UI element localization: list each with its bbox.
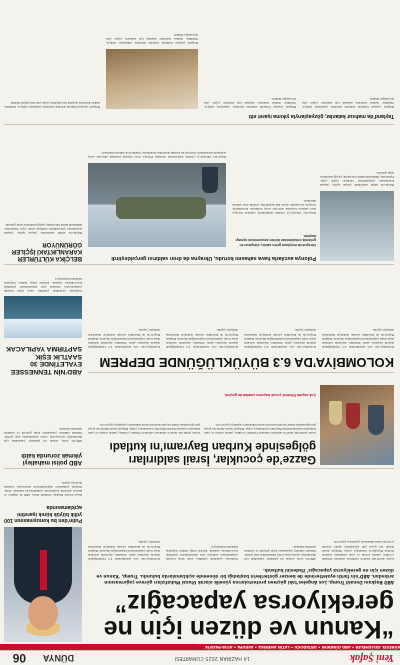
photo-child-1 [368, 405, 384, 435]
gaza-caption: Çok sayıda Filistinli çocuk bayramı çadırlarda geçirdi. [224, 393, 316, 397]
photo-head [28, 596, 58, 630]
lead-headline: “Kanun ve düzen için ne gerekiyorsa yapacağız” [103, 589, 394, 643]
photo-vehicle [116, 197, 206, 219]
ukraine-body-2: Rusya’nın Ukrayna’ya yönelik saldırılarının ardından Polonya, hava sahasını korumak amacıyla savaş uçaklarını havalandırdı. Ukrayna ise karşılık olarak Rus hedeflerine yönelik dron saldırısı düzenledi. [88, 150, 226, 159]
ukraine-photo [88, 163, 226, 247]
photo-child-3 [329, 401, 342, 425]
bottom-body-col-3: Bölgede yaşanan felaketin ardından kurtarma çalışmaları sürüyor. Yetkililer, mahsur kalanlara ulaşmak için ekiplerin yoğun çaba harcadığını bildirdi. [4, 100, 100, 109]
divider [4, 468, 394, 469]
gaza-headline: Gazze’de çocuklar, İsrail saldırıları gölgesinde Kurban Bayramı’nı kutladı [109, 440, 316, 465]
gaza-body-col-1: Gazze Şeridi’nde İsrail’in saldırıları sürerken Filistinli çocuklar, yıkılan evlerin ve çadır kampların arasında Kurban Bayramı’nı kutlamaya çalıştı. Bölgede insani durum her geçen gün ağırlaşırken aileler bayram sevincini sınırlı imkanlarla yaşatmaya gayret etti. [204, 422, 316, 435]
ukraine-title: Polonya avcılarla hava sahasını korudu, Ukrayna da dron saldırısı gerçekleştirdi [111, 255, 316, 261]
lead-body-col-4: Kolombiya’nın orta kesimlerinde 6.3 büyüklüğünde deprem meydana geldi. Yetkililer, depremin ardından hasar tespit çalışmalarının başlatıldığını duyurdu. Başkent Bogota’da da hissedilen sarsıntı nedeniyle binalardan tahliyeler yapıldı. [88, 540, 160, 561]
photo-child-2 [346, 403, 360, 429]
kolombiya-body-col-1: Kolombiya’nın orta kesimlerinde 6.3 büyüklüğünde deprem meydana geldi. Yetkililer, depremin ardından hasar tespit çalışmalarının başlatıldığını duyurdu. Başkent Bogota’da da hissedilen sarsıntı nedeniyle binalardan tahliyeler yapıldı. [322, 328, 394, 349]
page-number: 06 [12, 651, 26, 665]
side-body: Belçika’da kültür sektöründe çalışan işçiler, çalışma koşullarının iyileştirilmesi talebiyle eylem yaptı. Eylemciler, hükümetin kültür bütçesinde yaptığı kesintilere tepki gösterdi. [320, 170, 394, 187]
photo-person [202, 167, 218, 193]
news-ticker: KÜRESEL GELİŞMELER • ABD GÜNDEMİ • ORTADOĞU • LATİN AMERİKA • AVRUPA • ASYA-PASİFİK [0, 644, 400, 650]
gaza-photo [320, 385, 394, 465]
belcika-headline: BELÇİKA KÜLTÜRLER KARANLIKTAKİ İŞÇİLER GÖRÜNÜYOR [11, 241, 82, 261]
sidebar-title: Putin’den bu konuşmasının 100 yıllık büyük kürek işaretini açıklamasında [4, 504, 82, 523]
photo-tie [40, 550, 47, 590]
bottom-body-col-1: Bölgede yaşanan felaketin ardından kurtarma çalışmaları sürüyor. Yetkililer, mahsur kalanlara ulaşmak için ekiplerin yoğun çaba harcadığını bildirdi. [302, 96, 394, 109]
divider [88, 372, 394, 373]
kolombiya-headline: KOLOMBİYA’DA 6.3 BÜYÜKLÜĞÜNDE DEPREM [99, 355, 394, 370]
page-header [0, 650, 400, 665]
ukraine-caption: Ukrayna’da meydana gelen saldırı, dünyanın en gelişmiş ordularından birinin savunmasını aşmayı başardı. [235, 234, 316, 247]
sidebar-text: Rusya Devlet Başkanı Vladimir Putin, ABD ile ilişkiler ve küresel güvenlik konularında açıklamalarda bulundu. Putin, bölgesel gelişmeleri değerlendirerek uluslararası toplumu diyaloğa çağırdı. [4, 480, 82, 497]
trump-photo [4, 527, 82, 642]
abd-body: ABD’de polis, aranan bir şüpheliyi yakalamak için düzenlediği operasyonda evleri kullanılamaz hale getirdi. Mahalle sakinleri yaşananlara tepki gösterdi ve tazminat talebinde bulundu. [4, 426, 82, 443]
lead-body-col-1: Gazze Şeridi’nde İsrail’in saldırıları sürerken Filistinli çocuklar, yıkılan evlerin ve çadır kampların arasında Kurban Bayramı’nı kutlamaya çalıştı. Bölgede insani durum her geçen gün ağırlaşırken aileler bayram sevincini sınırlı imkanlarla yaşatmaya gayret etti. [322, 540, 394, 561]
divider [4, 264, 394, 265]
lead-paragraph: ABD Başkanı Donald Trump, Los Angeles’taki göçmen protestolarına yönelik olarak Ulusal Muhafızları göreve çağırmasının ardından, ABD’nin farklı eyaletlerinde de benzer gösterilerin başladığı bir dönemde açıklamalarda bulundu. Trump, ‘Kanun ve düzen için ne gerekiyorsa yapacağız’ ifadesini kullandı. [96, 568, 394, 585]
lead-body-col-3: Tennessee eyaletinde yetkililer, uzun süren hazırlık çalışmalarının ardından yeni düzenlemeleri yürürlüğe koyacaklarını açıkladı. Kararın bölge halkını doğrudan etkilemesi bekleniyor. [166, 544, 238, 561]
abd-headline: ABD polisi mahalleyi yıkmak zorunda kaldı [21, 452, 82, 465]
tennessee-photo [4, 296, 82, 338]
kolombiya-body-col-4: Kolombiya’nın orta kesimlerinde 6.3 büyüklüğünde deprem meydana geldi. Yetkililer, depremin ardından hasar tespit çalışmalarının başlatıldığını duyurdu. Başkent Bogota’da da hissedilen sarsıntı nedeniyle binalardan tahliyeler yapıldı. [88, 328, 160, 349]
ukraine-body: Rusya’nın Ukrayna’ya yönelik saldırılarının ardından Polonya, hava sahasını korumak amacıyla savaş uçaklarını havalandırdı. Ukrayna ise karşılık olarak Rus hedeflerine yönelik dron saldırısı düzenledi. [232, 198, 316, 215]
section-label: DÜNYA [42, 653, 74, 663]
kolombiya-body-col-3: Kolombiya’nın orta kesimlerinde 6.3 büyüklüğünde deprem meydana geldi. Yetkililer, depremin ardından hasar tespit çalışmalarının başlatıldığını duyurdu. Başkent Bogota’da da hissedilen sarsıntı nedeniyle binalardan tahliyeler yapıldı. [166, 328, 238, 349]
gaza-body-col-2: Gazze Şeridi’nde İsrail’in saldırıları sürerken Filistinli çocuklar, yıkılan evlerin ve çadır kampların arasında Kurban Bayramı’nı kutlamaya çalıştı. Bölgede insani durum her geçen gün ağırlaşırken aileler bayram sevincini sınırlı imkanlarla yaşatmaya gayret etti. [88, 422, 200, 435]
divider [4, 124, 394, 125]
kolombiya-body-col-2: Kolombiya’nın orta kesimlerinde 6.3 büyüklüğünde deprem meydana geldi. Yetkililer, depremin ardından hasar tespit çalışmalarının başlatıldığını duyurdu. Başkent Bogota’da da hissedilen sarsıntı nedeniyle binalardan tahliyeler yapıldı. [244, 328, 316, 349]
issue-date: 14 HAZİRAN 2025 CUMARTESİ [174, 655, 250, 661]
belcika-body: Belçika’da kültür sektöründe çalışan işçiler, çalışma koşullarının iyileştirilmesi talebiyle eylem yaptı. Eylemciler, hükümetin kültür bütçesinde yaptığı kesintilere tepki gösterdi. [4, 222, 82, 235]
tennessee-body: Tennessee eyaletinde yetkililer, uzun süren hazırlık çalışmalarının ardından yeni düzenlemeleri yürürlüğe koyacaklarını açıkladı. Kararın bölge halkını doğrudan etkilemesi bekleniyor. [4, 276, 82, 293]
side-photo [320, 191, 394, 261]
bottom-photo [106, 49, 198, 109]
lead-body-col-2: ABD’de polis, aranan bir şüpheliyi yakalamak için düzenlediği operasyonda evleri kullanılamaz hale getirdi. Mahalle sakinleri yaşananlara tepki gösterdi ve tazminat talebinde bulundu. [244, 544, 316, 561]
tennessee-headline: ABD’NİN TENNESSEE EYALETİNDE 30 SAATLİK EŞİK SAPTIRMA YAPILACAK [5, 345, 82, 375]
newspaper-logo: Yeni Şafak [349, 652, 394, 663]
bottom-body-col-2: Bölgede yaşanan felaketin ardından kurtarma çalışmaları sürüyor. Yetkililer, mahsur kalanlara ulaşmak için ekiplerin yoğun çaba harcadığını bildirdi. [204, 96, 296, 109]
bottom-body-col-4: Bölgede yaşanan felaketin ardından kurtarma çalışmaları sürüyor. Yetkililer, mahsur kalanlara ulaşmak için ekiplerin yoğun çaba harcadığını bildirdi. [106, 32, 198, 45]
bottom-headline: Tayland’da mahsur kalanlar, gözyaşlarıyla yıkıma işaret etti [248, 113, 394, 119]
